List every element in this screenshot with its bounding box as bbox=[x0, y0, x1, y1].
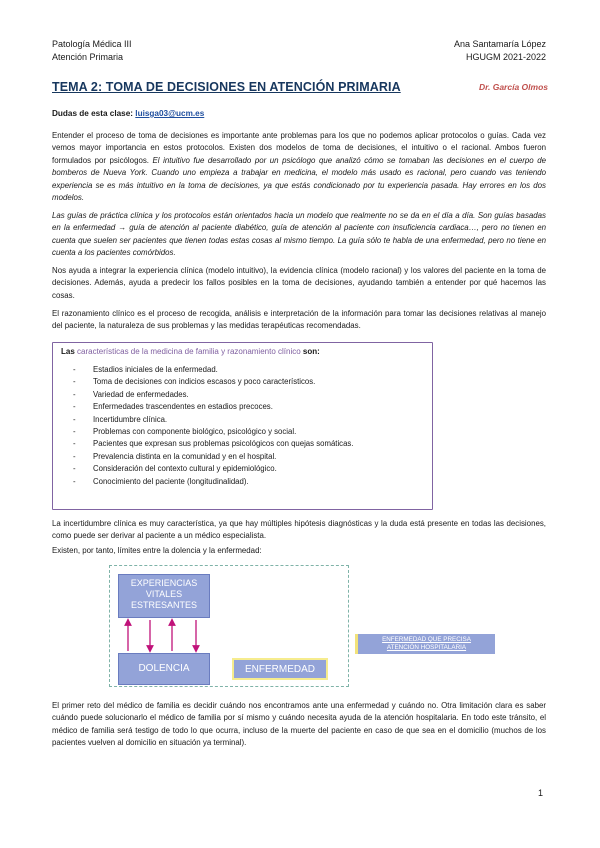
list-dash: - bbox=[73, 439, 76, 449]
hospital-care-block bbox=[355, 634, 495, 654]
list-item bbox=[73, 389, 353, 401]
list-item-text: Prevalencia distinta en la comunidad y en el hospital. bbox=[93, 451, 277, 461]
list-item-text: Estadios iniciales de la enfermedad. bbox=[93, 365, 218, 374]
list-item bbox=[73, 401, 353, 413]
doubts-line bbox=[52, 109, 204, 118]
characteristics-title-suffix: son: bbox=[300, 347, 320, 356]
list-item-text: Pacientes que expresan sus problemas psicológicos con quejas somáticas. bbox=[93, 439, 354, 449]
experiences-line: VITALES bbox=[145, 589, 183, 599]
enfermedad-block: ENFERMEDAD bbox=[232, 658, 328, 680]
paragraph-first-challenge: El primer reto del médico de familia es decidir cuándo nos encontramos ante una enfermedad y cuándo no. Otra limitación clara es saber cuándo puede solucionarlo el médico de familia por sí mismo y cuándo necesita ayuda de la atención hospitalaria. En todo este tránsito, el médico de familia será testigo de todo lo que ocurra, incluso de la muerte del paciente en caso de que sea en el domicilio (muchos de los pacientes vuelven al domicilio en situación ya terminal). bbox=[52, 701, 546, 748]
list-item bbox=[73, 426, 353, 438]
list-dash: - bbox=[73, 389, 76, 399]
list-item-text: Incertidumbre clínica. bbox=[93, 414, 168, 424]
header-left bbox=[52, 38, 132, 64]
experiences-line: ESTRESANTES bbox=[130, 600, 197, 610]
subject-name: Atención Primaria bbox=[52, 52, 124, 62]
doubts-email-link[interactable]: luisga03@ucm.es bbox=[135, 109, 205, 118]
list-dash: - bbox=[73, 451, 76, 461]
course-name: Patología Médica III bbox=[52, 39, 132, 49]
list-dash: - bbox=[73, 476, 76, 486]
list-item-text: Consideración del contexto cultural y epidemiológico. bbox=[93, 464, 277, 474]
list-item-text: Variedad de enfermedades. bbox=[93, 389, 189, 399]
list-item-text: Enfermedades trascendentes en estadios precoces. bbox=[93, 402, 273, 412]
paragraph-decision-models-italic: El intuitivo fue desarrollado por un psicólogo que analizó cómo se tomaban las decisiones en el cuerpo de bomberos de Nueva York. Cuando uno empieza a trabajar en medicina, el modelo más usado es racional, pero cuando vas teniendo experiencia se es más intuitivo en la toma de decisiones, ya que estás condicionado por tu experiencia pasada. Hay errores en los dos modelos. bbox=[52, 155, 547, 203]
institution: HGUGM 2021-2022 bbox=[465, 52, 546, 62]
hospital-care-line: ATENCIÓN HOSPITALARIA bbox=[386, 643, 467, 651]
paragraph-decision-models bbox=[52, 130, 546, 204]
list-dash: - bbox=[73, 402, 76, 412]
header-right bbox=[454, 38, 546, 64]
paragraph-limits: Existen, por tanto, límites entre la dolencia y la enfermedad: bbox=[52, 546, 262, 555]
paragraph-clinical-reasoning: El razonamiento clínico es el proceso de recogida, análisis e interpretación de la información para tomar las decisiones relativas al manejo del paciente, la naturaleza de sus problemas y las medidas terapéuticas recomendadas. bbox=[52, 309, 546, 331]
list-item bbox=[73, 438, 353, 450]
page-title: TEMA 2: TOMA DE DECISIONES EN ATENCIÓN PRIMARIA bbox=[52, 80, 401, 94]
characteristics-title-prefix: Las bbox=[61, 347, 78, 356]
list-dash: - bbox=[73, 365, 76, 374]
page-number: 1 bbox=[538, 788, 544, 798]
list-item-text: Problemas con componente biológico, psicológico y social. bbox=[93, 426, 297, 436]
list-dash: - bbox=[73, 377, 76, 387]
list-item-text: Toma de decisiones con indicios escasos y poco característicos. bbox=[93, 377, 316, 387]
characteristics-title-highlight: características de la medicina de familia y razonamiento clínico bbox=[77, 347, 301, 356]
list-item bbox=[73, 463, 353, 475]
paragraph-decision-models-normal: Entender el proceso de toma de decisiones es importante ante problemas para los que no podemos aplicar protocolos o guías. Cada vez vemos mayor importancia en estos protocolos. Existen dos modelos de toma de decisiones, el intuitivo o el racional. Ambos fueron formulados por psicólogos. bbox=[52, 131, 546, 165]
author-name: Ana Santamaría López bbox=[453, 39, 546, 49]
characteristics-list bbox=[73, 364, 353, 488]
dolencia-block: DOLENCIA bbox=[118, 653, 210, 685]
paragraph-uncertainty: La incertidumbre clínica es muy característica, ya que hay múltiples hipótesis diagnósticas y la duda está presente en todas las decisiones, como puede ser derivar al paciente a un médico especialista. bbox=[52, 519, 546, 541]
list-item bbox=[73, 364, 353, 376]
doubts-label: Dudas de esta clase: bbox=[52, 109, 134, 118]
characteristics-box bbox=[52, 342, 433, 510]
list-item-text: Conocimiento del paciente (longitudinalidad). bbox=[93, 476, 249, 486]
paragraph-integration: Nos ayuda a integrar la experiencia clínica (modelo intuitivo), la evidencia clínica (modelo racional) y los valores del paciente en la toma de decisiones. Además, ayuda a predecir los fallos posibles en la toma de decisiones, ayudando también a entender por qué hacemos las cosas. bbox=[52, 266, 546, 300]
list-dash: - bbox=[73, 464, 76, 474]
arrows-svg bbox=[118, 618, 210, 653]
hospital-care-line: ENFERMEDAD QUE PRECISA bbox=[382, 636, 471, 643]
characteristics-title bbox=[61, 347, 320, 356]
list-dash: - bbox=[73, 426, 76, 436]
professor-name: Dr. García Olmos bbox=[479, 82, 548, 92]
illness-disease-diagram bbox=[109, 565, 349, 687]
list-dash: - bbox=[73, 414, 76, 424]
list-item bbox=[73, 376, 353, 388]
list-item bbox=[73, 476, 353, 488]
list-item bbox=[73, 414, 353, 426]
paragraph-guides: Las guías de práctica clínica y los protocolos están orientados hacia un modelo que realmente no se da en el día a día. Son guías basadas en la enfermedad → guía de atención al paciente diabético, guía de atención al paciente con insuficiencia cardiaca…, pero no tienen en cuenta que suelen ser pacientes que tienen todas estas cosas al mismo tiempo. La guía sólo te habla de una enfermedad, pero no tiene en cuenta a los pacientes comórbidos. bbox=[52, 211, 546, 258]
list-item bbox=[73, 451, 353, 463]
stressful-experiences-block bbox=[118, 574, 210, 618]
experiences-line: EXPERIENCIAS bbox=[130, 578, 198, 588]
